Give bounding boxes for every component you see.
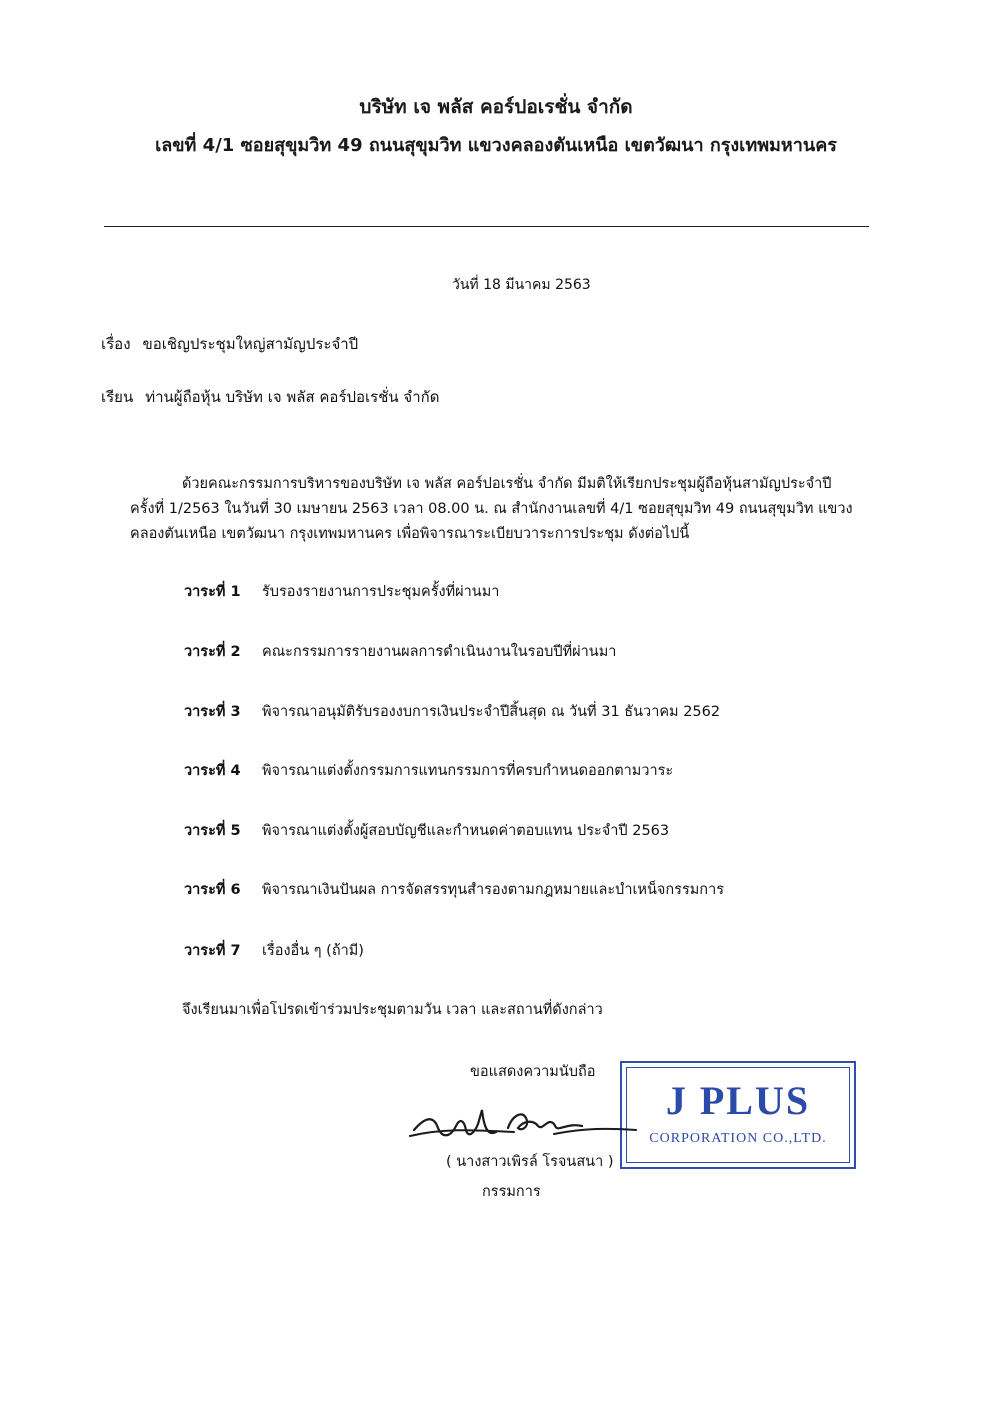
agenda-number: วาระที่ 5 <box>184 823 241 839</box>
body-line: คลองตันเหนือ เขตวัฒนา กรุงเทพมหานคร เพื่อพิจารณาระเบียบวาระการประชุม ดังต่อไปนี้ <box>130 526 690 542</box>
agenda-item <box>184 819 669 842</box>
agenda-item <box>184 759 673 782</box>
body-line: ครั้งที่ 1/2563 ในวันที่ 30 เมษายน 2563 เวลา 08.00 น. ณ สำนักงานเลขที่ 4/1 ซอยสุขุมวิท 49 ถนนสุขุมวิท แขวง <box>130 501 853 517</box>
agenda-item <box>184 640 616 663</box>
signer-name: ( นางสาวเพิรล์ โรจนสนา ) <box>446 1154 614 1170</box>
agenda-number: วาระที่ 4 <box>184 763 241 779</box>
signer-title: กรรมการ <box>482 1184 541 1200</box>
subject-label: เรื่อง <box>101 335 131 353</box>
agenda-text: พิจารณาแต่งตั้งผู้สอบบัญชีและกำหนดค่าตอบแทน ประจำปี 2563 <box>262 823 670 839</box>
body-paragraph <box>130 472 890 547</box>
body-line: ด้วยคณะกรรมการบริหารของบริษัท เจ พลัส คอร์ปอเรชั่น จำกัด มีมติให้เรียกประชุมผู้ถือหุ้นสามัญประจำปี <box>182 476 832 492</box>
company-address: เลขที่ 4/1 ซอยสุขุมวิท 49 ถนนสุขุมวิท แขวงคลองตันเหนือ เขตวัฒนา กรุงเทพมหานคร <box>155 135 837 156</box>
agenda-item <box>184 878 724 901</box>
agenda-number: วาระที่ 2 <box>184 644 241 660</box>
agenda-item <box>184 580 499 603</box>
regards-text: ขอแสดงความนับถือ <box>470 1064 596 1080</box>
agenda-text: เรื่องอื่น ๆ (ถ้ามี) <box>262 943 364 959</box>
header-divider <box>104 226 869 227</box>
agenda-text: คณะกรรมการรายงานผลการดำเนินงานในรอบปีที่ผ่านมา <box>262 644 617 660</box>
stamp-subtitle: CORPORATION CO.,LTD. <box>649 1131 827 1146</box>
agenda-number: วาระที่ 7 <box>184 943 241 959</box>
recipient-text: ท่านผู้ถือหุ้น บริษัท เจ พลัส คอร์ปอเรชั่น จำกัด <box>145 388 440 406</box>
agenda-number: วาระที่ 3 <box>184 704 241 720</box>
stamp-title: J PLUS <box>665 1078 811 1123</box>
agenda-item <box>184 700 720 723</box>
recipient-label: เรียน <box>101 388 134 406</box>
agenda-item <box>184 939 364 962</box>
agenda-text: รับรองรายงานการประชุมครั้งที่ผ่านมา <box>262 584 500 600</box>
letter-date: วันที่ 18 มีนาคม 2563 <box>452 277 591 293</box>
subject-text: ขอเชิญประชุมใหญ่สามัญประจำปี <box>142 335 359 353</box>
closing-sentence: จึงเรียนมาเพื่อโปรดเข้าร่วมประชุมตามวัน เวลา และสถานที่ดังกล่าว <box>182 1002 603 1018</box>
recipient-line <box>101 385 439 409</box>
agenda-text: พิจารณาเงินปันผล การจัดสรรทุนสำรองตามกฎหมายและบำเหน็จกรรมการ <box>262 882 725 898</box>
agenda-text: พิจารณาอนุมัติรับรองงบการเงินประจำปีสิ้นสุด ณ วันที่ 31 ธันวาคม 2562 <box>262 704 721 720</box>
company-name: บริษัท เจ พลัส คอร์ปอเรชั่น จำกัด <box>359 96 633 118</box>
subject-line <box>101 332 358 356</box>
agenda-number: วาระที่ 1 <box>184 584 241 600</box>
agenda-number: วาระที่ 6 <box>184 882 241 898</box>
company-stamp <box>620 1061 856 1169</box>
handwritten-signature <box>404 1098 644 1148</box>
agenda-text: พิจารณาแต่งตั้งกรรมการแทนกรรมการที่ครบกำหนดออกตามวาระ <box>262 763 674 779</box>
